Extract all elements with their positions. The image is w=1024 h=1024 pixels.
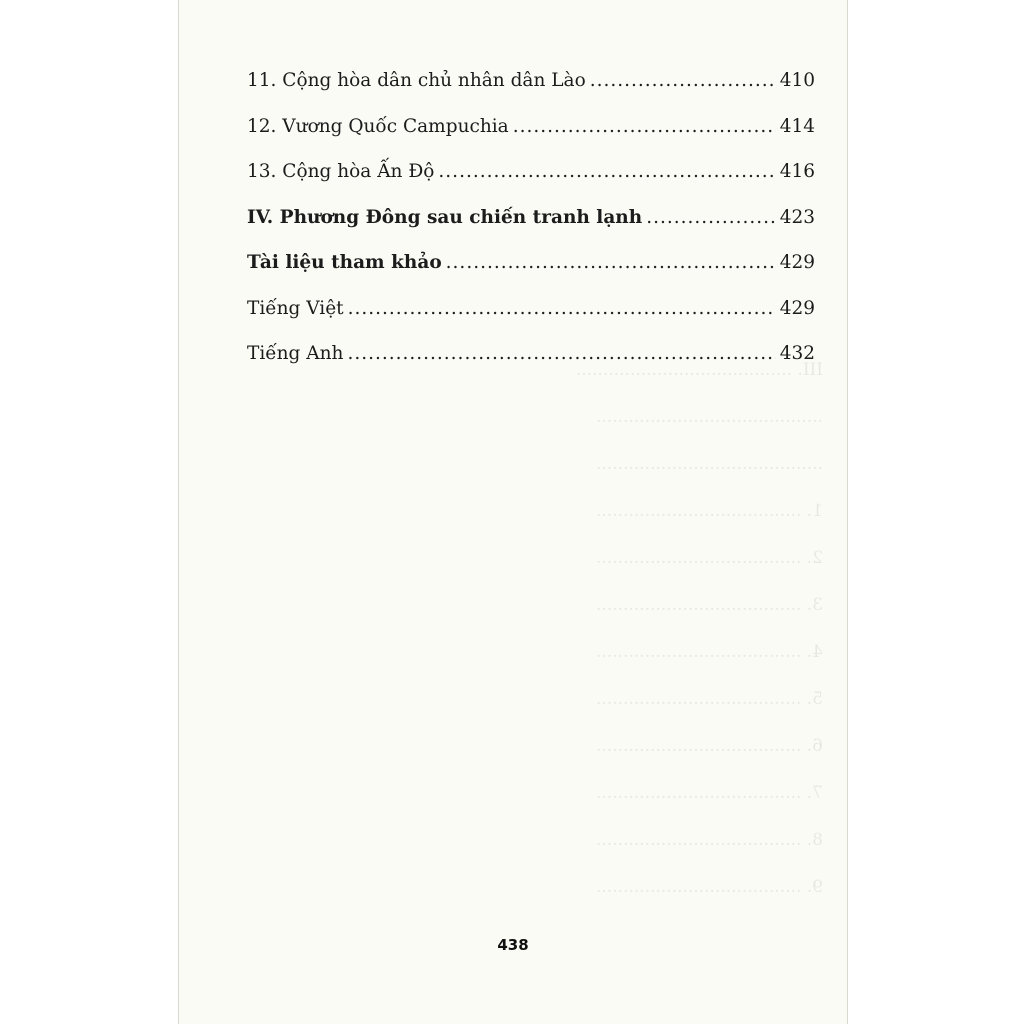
toc-entry [247, 343, 815, 389]
toc-entry-page: 414 [779, 115, 815, 137]
toc-entry-page: 429 [779, 297, 815, 319]
toc-entry-page: 432 [779, 343, 815, 364]
book-page [178, 0, 848, 1024]
scan-background [0, 0, 178, 1024]
toc-entry-title: 11. Cộng hòa dân chủ nhân dân Lào [247, 70, 586, 91]
toc-section-heading [247, 207, 815, 253]
toc-entry-page: 416 [779, 161, 815, 182]
toc-entry [247, 116, 815, 162]
page-number: 438 [497, 936, 529, 954]
toc-entry-title: Tài liệu tham khảo [247, 252, 442, 273]
toc-leader-dots [347, 343, 775, 364]
toc-entry [247, 70, 815, 116]
toc-entry-title: Tiếng Anh [247, 343, 344, 364]
toc-entry-title: Tiếng Việt [247, 297, 344, 319]
table-of-contents [247, 70, 815, 389]
toc-leader-dots [513, 116, 776, 137]
reverse-side-show-through: III. ........................................ .......................................... .......................................... 1. ...................................... 2. ...................................... 3. ...................................... 4. ...................................... 5. ...................................... 6. ...................................... 7. ...................................... 8. ...................................... 9. ...................................... [575, 360, 823, 897]
toc-leader-dots [646, 207, 775, 228]
toc-leader-dots [348, 298, 776, 319]
toc-leader-dots [446, 252, 776, 273]
toc-leader-dots [590, 70, 776, 91]
toc-entry [247, 161, 815, 207]
toc-entry-page: 429 [779, 252, 815, 273]
toc-entry-page: 423 [779, 206, 815, 228]
toc-entry-title: 12. Vương Quốc Campuchia [247, 115, 509, 137]
toc-section-heading [247, 252, 815, 298]
toc-entry [247, 298, 815, 344]
toc-entry-page: 410 [779, 70, 815, 91]
toc-entry-title: 13. Cộng hòa Ấn Độ [247, 161, 435, 182]
toc-leader-dots [438, 161, 775, 182]
toc-entry-title: IV. Phương Đông sau chiến tranh lạnh [247, 206, 643, 228]
